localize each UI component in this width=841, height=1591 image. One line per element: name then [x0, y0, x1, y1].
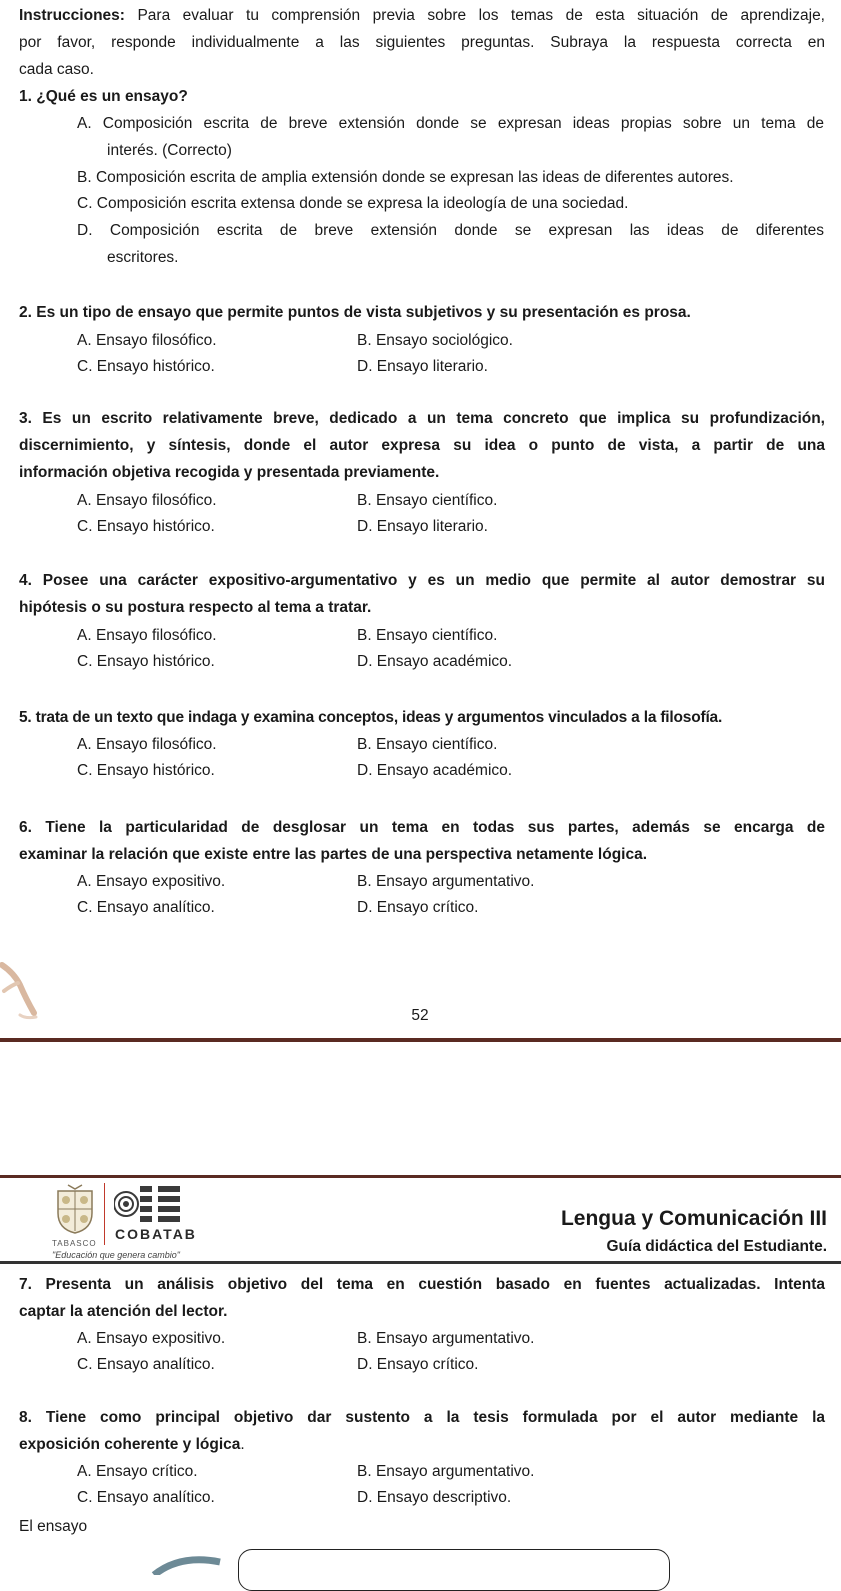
q8-option-c: C. Ensayo analítico.: [77, 1489, 215, 1506]
q5-option-a: A. Ensayo filosófico.: [77, 736, 217, 753]
question-4-line-1: 4. Posee una carácter expositivo-argumentativo y es un medio que permite al autor demostrar su: [19, 572, 825, 589]
question-2: 2. Es un tipo de ensayo que permite puntos de vista subjetivos y su presentación es prosa.: [19, 304, 691, 321]
q4-option-a: A. Ensayo filosófico.: [77, 627, 217, 644]
document-subtitle: Guía didáctica del Estudiante.: [606, 1238, 827, 1255]
question-3-line-1: 3. Es un escrito relativamente breve, dedicado a un tema concreto que implica su profundización,: [19, 410, 825, 427]
cobatab-logo-icon: [114, 1184, 184, 1224]
q1-option-a: A. Composición escrita de breve extensión donde se expresan ideas propias sobre un tema de: [77, 115, 824, 132]
q3-option-a: A. Ensayo filosófico.: [77, 492, 217, 509]
q4-option-c: C. Ensayo histórico.: [77, 653, 215, 670]
q6-option-c: C. Ensayo analítico.: [77, 899, 215, 916]
header-bottom-rule: [0, 1261, 841, 1264]
cobatab-logo-text: COBATAB: [115, 1226, 197, 1242]
footer-rule: [0, 1038, 841, 1042]
closing-text: El ensayo: [19, 1518, 88, 1535]
instructions-line-1: [19, 2, 825, 29]
q2-option-a: A. Ensayo filosófico.: [77, 332, 217, 349]
question-6-line-1: 6. Tiene la particularidad de desglosar un tema en todas sus partes, además se encarga de: [19, 819, 825, 836]
q8-option-b: B. Ensayo argumentativo.: [357, 1463, 535, 1480]
q7-option-a: A. Ensayo expositivo.: [77, 1330, 226, 1347]
q6-option-d: D. Ensayo crítico.: [357, 899, 479, 916]
tabasco-emblem-icon: [54, 1183, 96, 1235]
q1-option-d: D. Composición escrita de breve extensión donde se expresan las ideas de diferentes: [77, 222, 824, 239]
question-8-line-1: 8. Tiene como principal objetivo dar sustento a la tesis formulada por el autor mediante la: [19, 1409, 825, 1426]
q6-option-a: A. Ensayo expositivo.: [77, 873, 226, 890]
state-name: TABASCO: [52, 1239, 97, 1248]
question-7-line-2: captar la atención del lector.: [19, 1303, 228, 1320]
q1-option-a-cont: interés. (Correcto): [107, 142, 232, 159]
document-title: Lengua y Comunicación III: [560, 1207, 827, 1230]
logo-tagline: "Educación que genera cambio": [52, 1250, 180, 1260]
question-1: 1. ¿Qué es un ensayo?: [19, 88, 188, 105]
logo-divider: [104, 1183, 105, 1245]
q8-option-d: D. Ensayo descriptivo.: [357, 1489, 512, 1506]
question-6-line-2: examinar la relación que existe entre las partes de una perspectiva netamente lógica.: [19, 846, 648, 863]
instructions-line-2: por favor, responde individualmente a las siguientes preguntas. Subraya la respuesta correcta en: [19, 34, 825, 51]
q7-option-d: D. Ensayo crítico.: [357, 1356, 479, 1373]
diagram-box: [238, 1549, 670, 1591]
question-7-line-1: 7. Presenta un análisis objetivo del tema en cuestión basado en fuentes actualizadas. Intenta: [19, 1276, 825, 1293]
q3-option-c: C. Ensayo histórico.: [77, 518, 215, 535]
q7-option-b: B. Ensayo argumentativo.: [357, 1330, 535, 1347]
q4-option-b: B. Ensayo científico.: [357, 627, 498, 644]
q2-option-b: B. Ensayo sociológico.: [357, 332, 513, 349]
q1-option-b: B. Composición escrita de amplia extensión donde se expresan las ideas de diferentes autores.: [77, 169, 734, 186]
q3-option-d: D. Ensayo literario.: [357, 518, 488, 535]
page-number: 52: [411, 1007, 429, 1024]
question-4-line-2: hipótesis o su postura respecto al tema a tratar.: [19, 599, 372, 616]
header-top-rule: [0, 1175, 841, 1178]
partial-arrow-shape: [150, 1552, 230, 1575]
q1-option-c: C. Composición escrita extensa donde se expresa la ideología de una sociedad.: [77, 195, 629, 212]
question-3-line-2: discernimiento, y síntesis, donde el autor expresa su idea o punto de vista, a partir de una: [19, 437, 825, 454]
question-5: 5. trata de un texto que indaga y examina conceptos, ideas y argumentos vinculados a la filosofía.: [19, 709, 723, 726]
q2-option-d: D. Ensayo literario.: [357, 358, 488, 375]
q6-option-b: B. Ensayo argumentativo.: [357, 873, 535, 890]
q2-option-c: C. Ensayo histórico.: [77, 358, 215, 375]
q7-option-c: C. Ensayo analítico.: [77, 1356, 215, 1373]
q5-option-b: B. Ensayo científico.: [357, 736, 498, 753]
question-8-line-2-text: exposición coherente y lógica: [19, 1436, 241, 1453]
q5-option-c: C. Ensayo histórico.: [77, 762, 215, 779]
instructions-label: Instrucciones:: [19, 7, 125, 24]
question-3-line-3: información objetiva recogida y presentada previamente.: [19, 464, 440, 481]
q5-option-d: D. Ensayo académico.: [357, 762, 513, 779]
q1-option-d-cont: escritores.: [107, 249, 179, 266]
instructions-line-3: cada caso.: [19, 61, 94, 78]
question-8-line-2: exposición coherente y lógica.: [19, 1436, 245, 1453]
q4-option-d: D. Ensayo académico.: [357, 653, 513, 670]
instructions-text: Para evaluar tu comprensión previa sobre los temas de esta situación de aprendizaje,: [137, 7, 825, 24]
q8-option-a: A. Ensayo crítico.: [77, 1463, 198, 1480]
q3-option-b: B. Ensayo científico.: [357, 492, 498, 509]
